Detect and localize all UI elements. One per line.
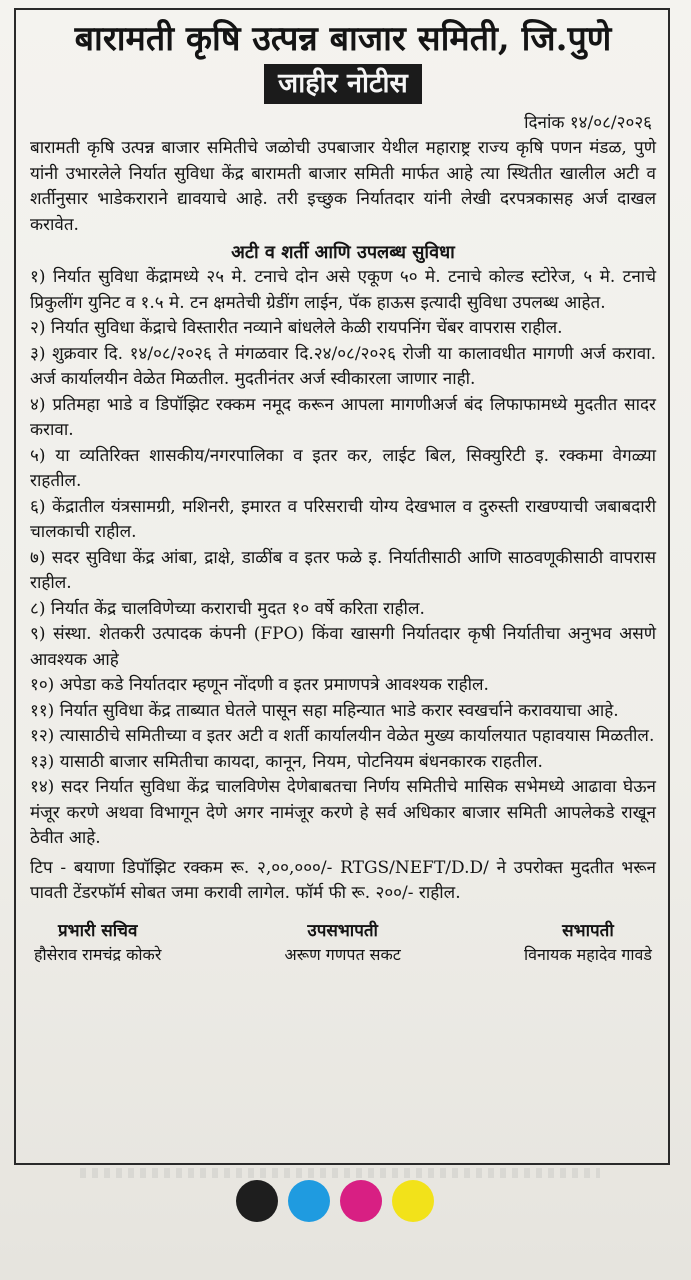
signatories — [30, 919, 656, 967]
signatory-name: हौसेराव रामचंद्र कोकरे — [34, 944, 162, 964]
signatory-vice-chairman — [285, 919, 401, 967]
black-dot — [236, 1180, 278, 1222]
signatory-name: विनायक महादेव गावडे — [523, 944, 652, 964]
deposit-note: टिप - बयाणा डिपॉझिट रक्कम रू. २,००,०००/- RTGS/NEFT/D.D/ ने उपरोक्त मुदतीत भरून पावती टेंडरफॉर्म सोबत जमा करावी लागेल. फॉर्म फी रू. २००/- राहील. — [30, 857, 656, 903]
signatory-role: प्रभारी सचिव — [57, 920, 138, 941]
term-item: ६) केंद्रातील यंत्रसामग्री, मशिनरी, इमारत व परिसराची योग्य देखभाल व दुरुस्ती राखण्याची जबाबदारी चालकाची राहील. — [30, 496, 656, 542]
term-item: २) निर्यात सुविधा केंद्राचे विस्तारीत नव्याने बांधलेले केळी रायपनिंग चेंबर वापरास राहील. — [30, 318, 563, 338]
term-item: ३) शुक्रवार दि. १४/०८/२०२६ ते मंगळवार दि.२४/०८/२०२६ रोजी या कालावधीत मागणी अर्ज करावा. अर्ज कार्यालयीन वेळेत मिळतील. मुदतीनंतर अर्ज स्वीकारला जाणार नाही. — [30, 343, 656, 389]
term-item: ४) प्रतिमहा भाडे व डिपॉझिट रक्कम नमूद करून आपला मागणीअर्ज बंद लिफाफामध्ये मुदतीत सादर करावा. — [30, 394, 656, 440]
terms-heading: अटी व शर्ती आणि उपलब्ध सुविधा — [231, 242, 455, 263]
term-item: ७) सदर सुविधा केंद्र आंबा, द्राक्षे, डाळींब व इतर फळे इ. निर्यातीसाठी आणि साठवणूकीसाठी वापरास राहील. — [30, 547, 656, 593]
term-item: १) निर्यात सुविधा केंद्रामध्ये २५ मे. टनाचे दोन असे एकूण ५० मे. टनाचे कोल्ड स्टोरेज, ५ मे. टनाचे प्रिकुलींग युनिट व १.५ मे. टन क्षमतेची ग्रेडींग लाईन, पॅक हाऊस इत्यादी सुविधा उपलब्ध आहेत. — [30, 267, 656, 313]
signatory-role: उपसभापती — [307, 920, 378, 941]
cmyk-registration-marks — [236, 1180, 434, 1222]
magenta-dot — [340, 1180, 382, 1222]
term-item: १३) यासाठी बाजार समितीचा कायदा, कानून, नियम, पोटनियम बंधनकारक राहतील. — [30, 751, 543, 772]
term-item: ९) संस्था. शेतकरी उत्पादक कंपनी (FPO) किंवा खासगी निर्यातदार कृषी निर्यातीचा अनुभव असणे आवश्यक आहे — [30, 624, 656, 670]
cyan-dot — [288, 1180, 330, 1222]
signatory-name: अरूण गणपत सकट — [284, 944, 401, 964]
term-item: ८) निर्यात केंद्र चालविणेच्या कराराची मुदत १० वर्षे करिता राहील. — [30, 598, 425, 619]
signatory-secretary — [34, 919, 161, 967]
notice-badge-wrap — [30, 64, 656, 106]
public-notice — [14, 8, 670, 1165]
terms-list — [30, 265, 656, 852]
notice-badge: जाहीर नोटीस — [264, 64, 422, 104]
notice-title: बारामती कृषि उत्पन्न बाजार समिती, जि.पुणे — [74, 19, 612, 59]
term-item: १२) त्यासाठीचे समितीच्या व इतर अटी व शर्ती कार्यालयीन वेळेत मुख्य कार्यालयात पहावयास मिळतील. — [30, 726, 655, 746]
term-item: ११) निर्यात सुविधा केंद्र ताब्यात घेतले पासून सहा महिन्यात भाडे करार स्वखर्चाने करावयाचा आहे. — [30, 700, 619, 721]
show-through-text — [80, 1168, 600, 1178]
term-item: ५) या व्यतिरिक्त शासकीय/नगरपालिका व इतर कर, लाईट बिल, सिक्युरिटी इ. रक्कमा वेगळ्या राहतील. — [30, 445, 656, 491]
term-item: १०) अपेडा कडे निर्यातदार म्हणून नोंदणी व इतर प्रमाणपत्रे आवश्यक राहील. — [30, 675, 489, 695]
notice-intro: बारामती कृषि उत्पन्न बाजार समितीचे जळोची उपबाजार येथील महाराष्ट्र राज्य कृषि पणन मंडळ, पुणे यांनी उभारलेले निर्यात सुविधा केंद्र बारामती बाजार समिती मार्फत आहे त्या स्थितीत खालील अटी व शर्तीनुसार भाडेकराराने द्यावयाचे आहे. तरी इच्छुक निर्यातदार यांनी लेखी दरपत्रकासह अर्ज दाखल करावेत. — [30, 138, 656, 235]
signatory-role: सभापती — [562, 920, 614, 941]
notice-date: दिनांक १४/०८/२०२६ — [524, 113, 652, 133]
term-item: १४) सदर निर्यात सुविधा केंद्र चालविणेस देणेबाबतचा निर्णय समितीचे मासिक सभेमध्ये आढावा घेऊन मंजूर करणे अथवा विभागून देणे अगर नामंजूर करणे हे सर्व अधिकार बाजार समिती आपलेकडे राखून ठेवीत आहे. — [30, 777, 656, 848]
yellow-dot — [392, 1180, 434, 1222]
signatory-chairman — [524, 919, 652, 967]
